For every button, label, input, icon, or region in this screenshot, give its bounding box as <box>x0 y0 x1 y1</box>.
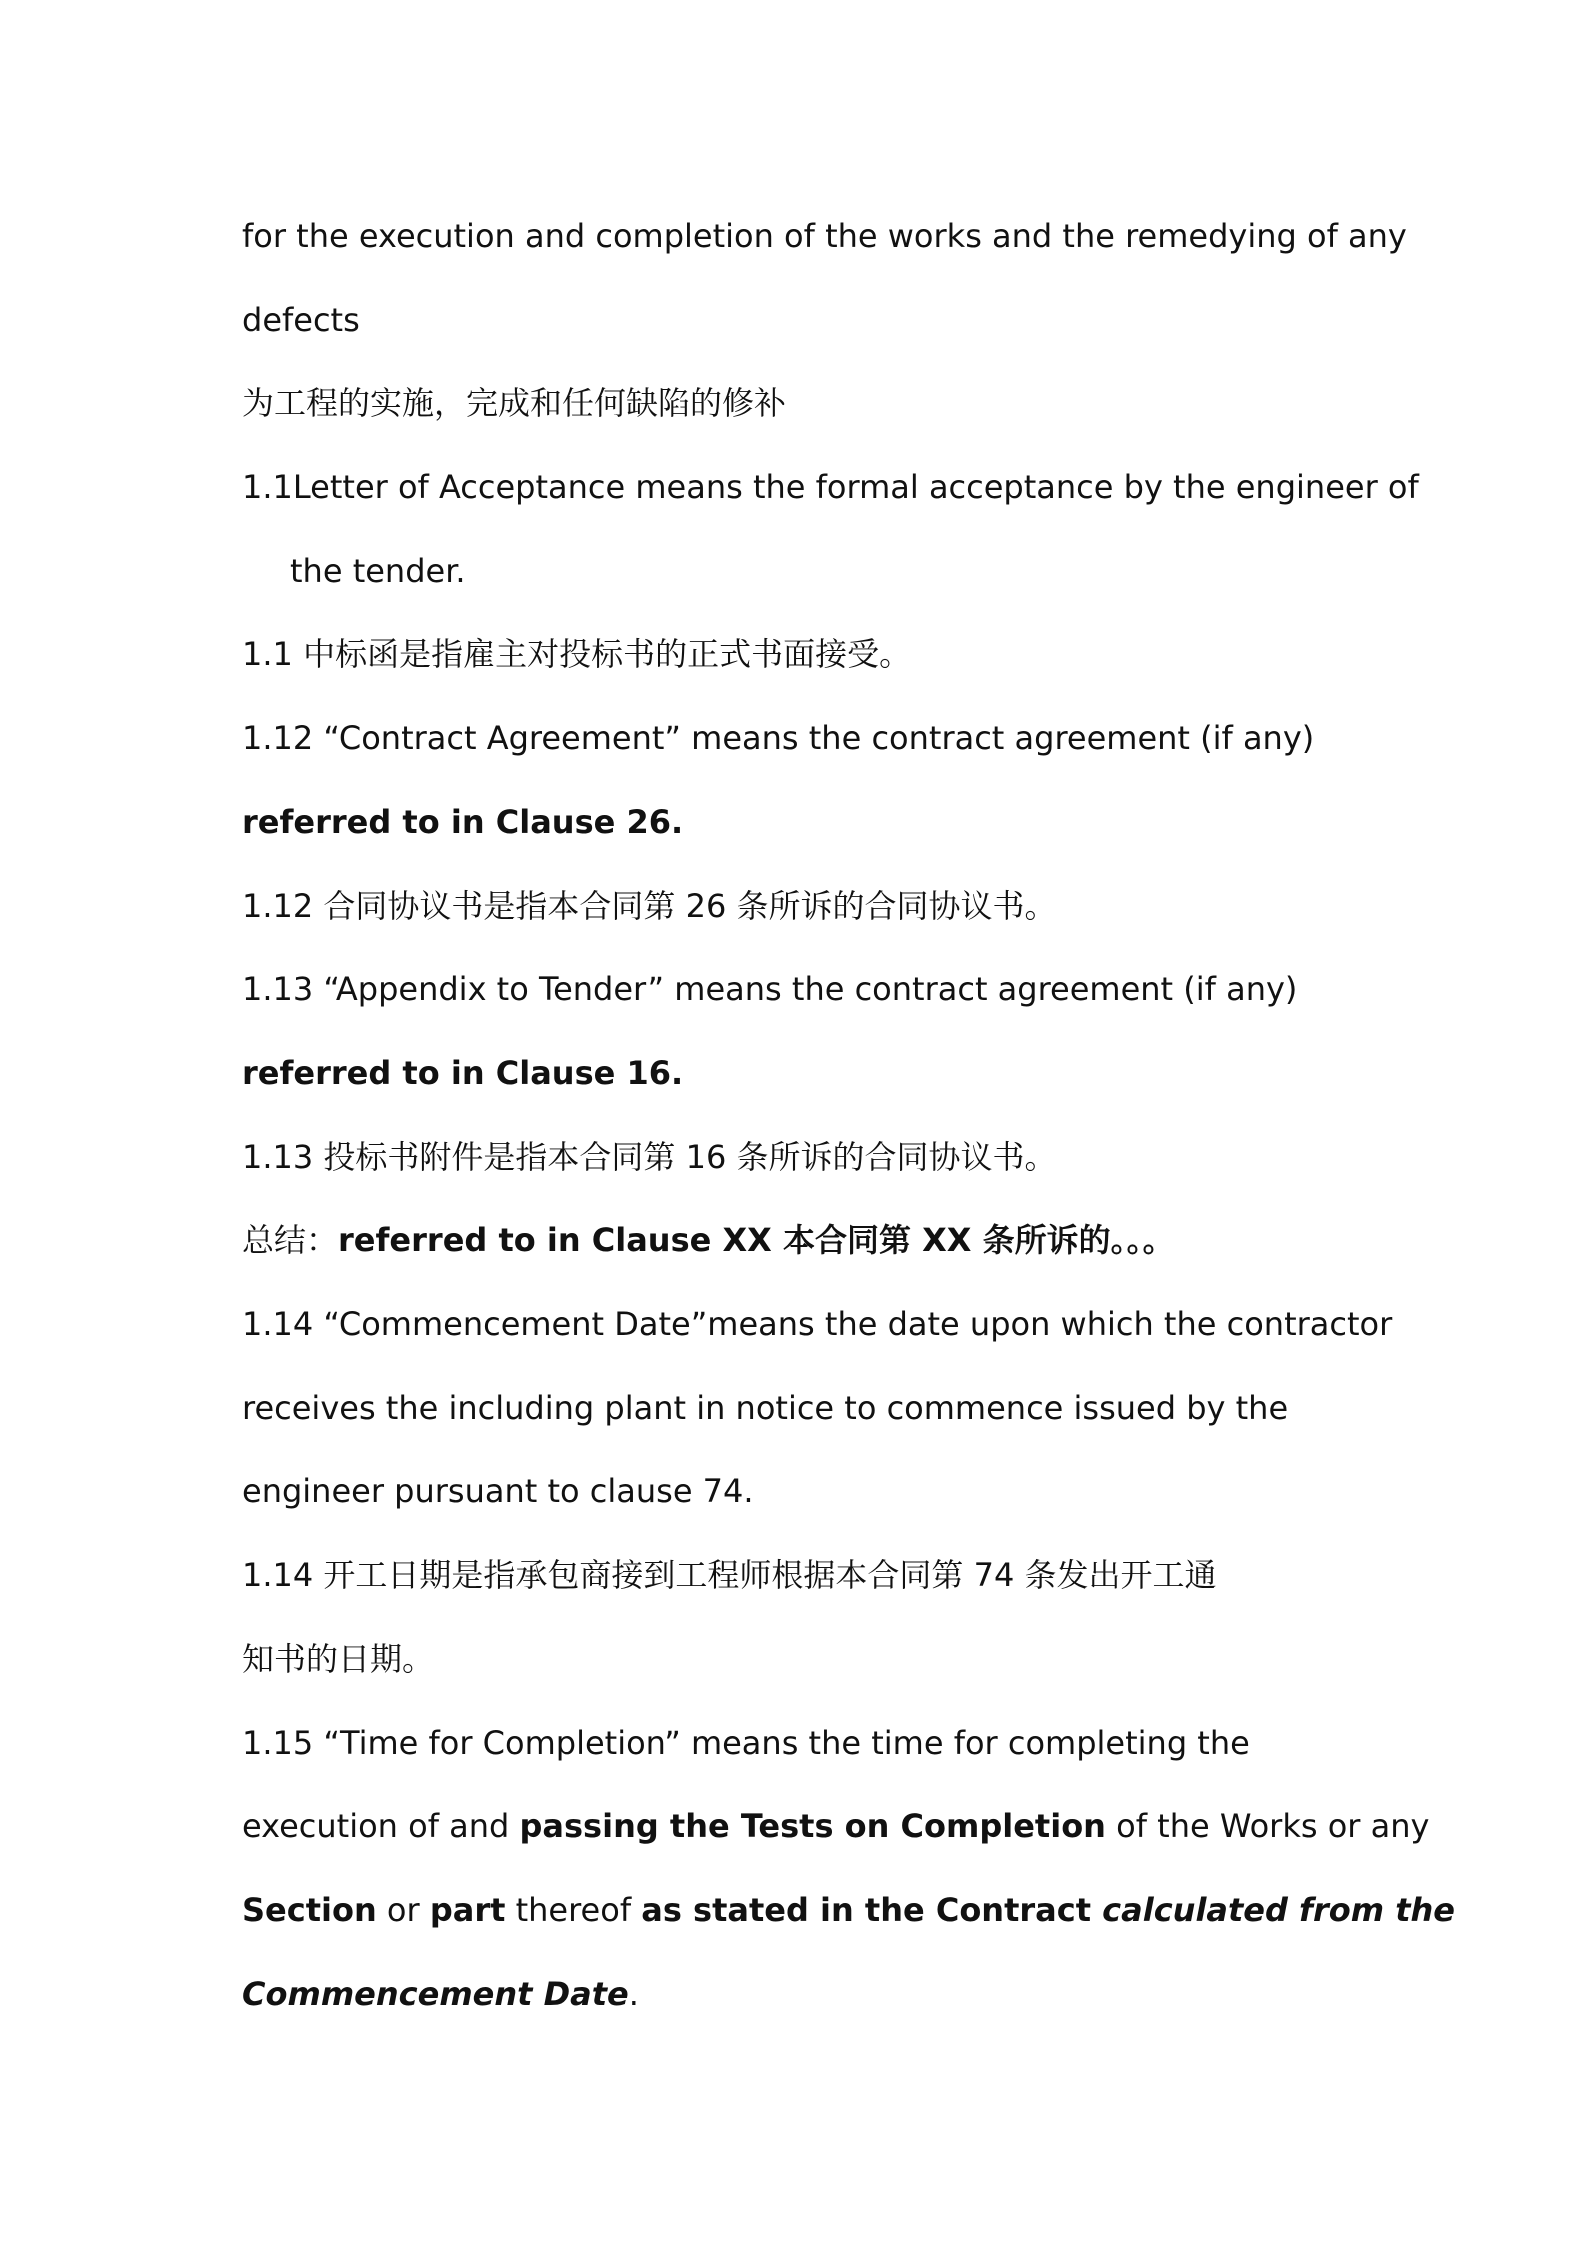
text-line-15: receives the including plant in notice to commence issued by the <box>242 1389 1289 1427</box>
bold-segment: part <box>429 1891 506 1929</box>
text-line-16: engineer pursuant to clause 74. <box>242 1472 754 1510</box>
summary-prefix: 总结： <box>242 1221 339 1259</box>
summary-bold-text: referred to in Clause XX 本合同第 XX 条所诉的。。。 <box>338 1221 1175 1259</box>
text-line-18: 知书的日期。 <box>242 1640 435 1678</box>
text-segment: of the Works or any <box>1105 1807 1430 1845</box>
text-line-1: for the execution and completion of the works and the remedying of any <box>242 217 1407 255</box>
text-line-21 <box>242 1888 1455 1932</box>
text-line-12: 1.13 投标书附件是指本合同第 16 条所诉的合同协议书。 <box>242 1138 1057 1176</box>
summary-line <box>242 1218 1372 1262</box>
bold-segment: Section <box>242 1891 377 1929</box>
text-line-17: 1.14 开工日期是指承包商接到工程师根据本合同第 74 条发出开工通 <box>242 1556 1217 1594</box>
text-line-3: 为工程的实施，完成和任何缺陷的修补 <box>242 384 787 422</box>
text-line-2: defects <box>242 301 360 339</box>
text-line-22 <box>242 1972 1372 2016</box>
bold-italic-segment: Commencement Date <box>242 1975 629 2013</box>
bold-italic-segment: calculated from the <box>1102 1891 1455 1929</box>
text-line-11: referred to in Clause 16. <box>242 1054 684 1092</box>
text-line-7: 1.12 “Contract Agreement” means the contract agreement (if any) <box>242 719 1315 757</box>
text-line-9: 1.12 合同协议书是指本合同第 26 条所诉的合同协议书。 <box>242 887 1057 925</box>
text-line-6: 1.1 中标函是指雇主对投标书的正式书面接受。 <box>242 635 912 673</box>
bold-segment: passing the Tests on Completion <box>519 1807 1106 1845</box>
text-segment: execution of and <box>242 1807 520 1845</box>
text-line-4: 1.1Letter of Acceptance means the formal acceptance by the engineer of <box>242 468 1419 506</box>
text-segment: thereof <box>505 1891 642 1929</box>
text-line-19: 1.15 “Time for Completion” means the time for completing the <box>242 1724 1250 1762</box>
text-segment: or <box>376 1891 430 1929</box>
text-line-10: 1.13 “Appendix to Tender” means the contract agreement (if any) <box>242 970 1298 1008</box>
text-line-20 <box>242 1804 1430 1848</box>
text-line-8: referred to in Clause 26. <box>242 803 684 841</box>
bold-segment: as stated in the Contract <box>641 1891 1103 1929</box>
text-line-5: the tender. <box>290 552 466 590</box>
text-line-14: 1.14 “Commencement Date”means the date upon which the contractor <box>242 1305 1393 1343</box>
text-segment: . <box>628 1975 639 2013</box>
